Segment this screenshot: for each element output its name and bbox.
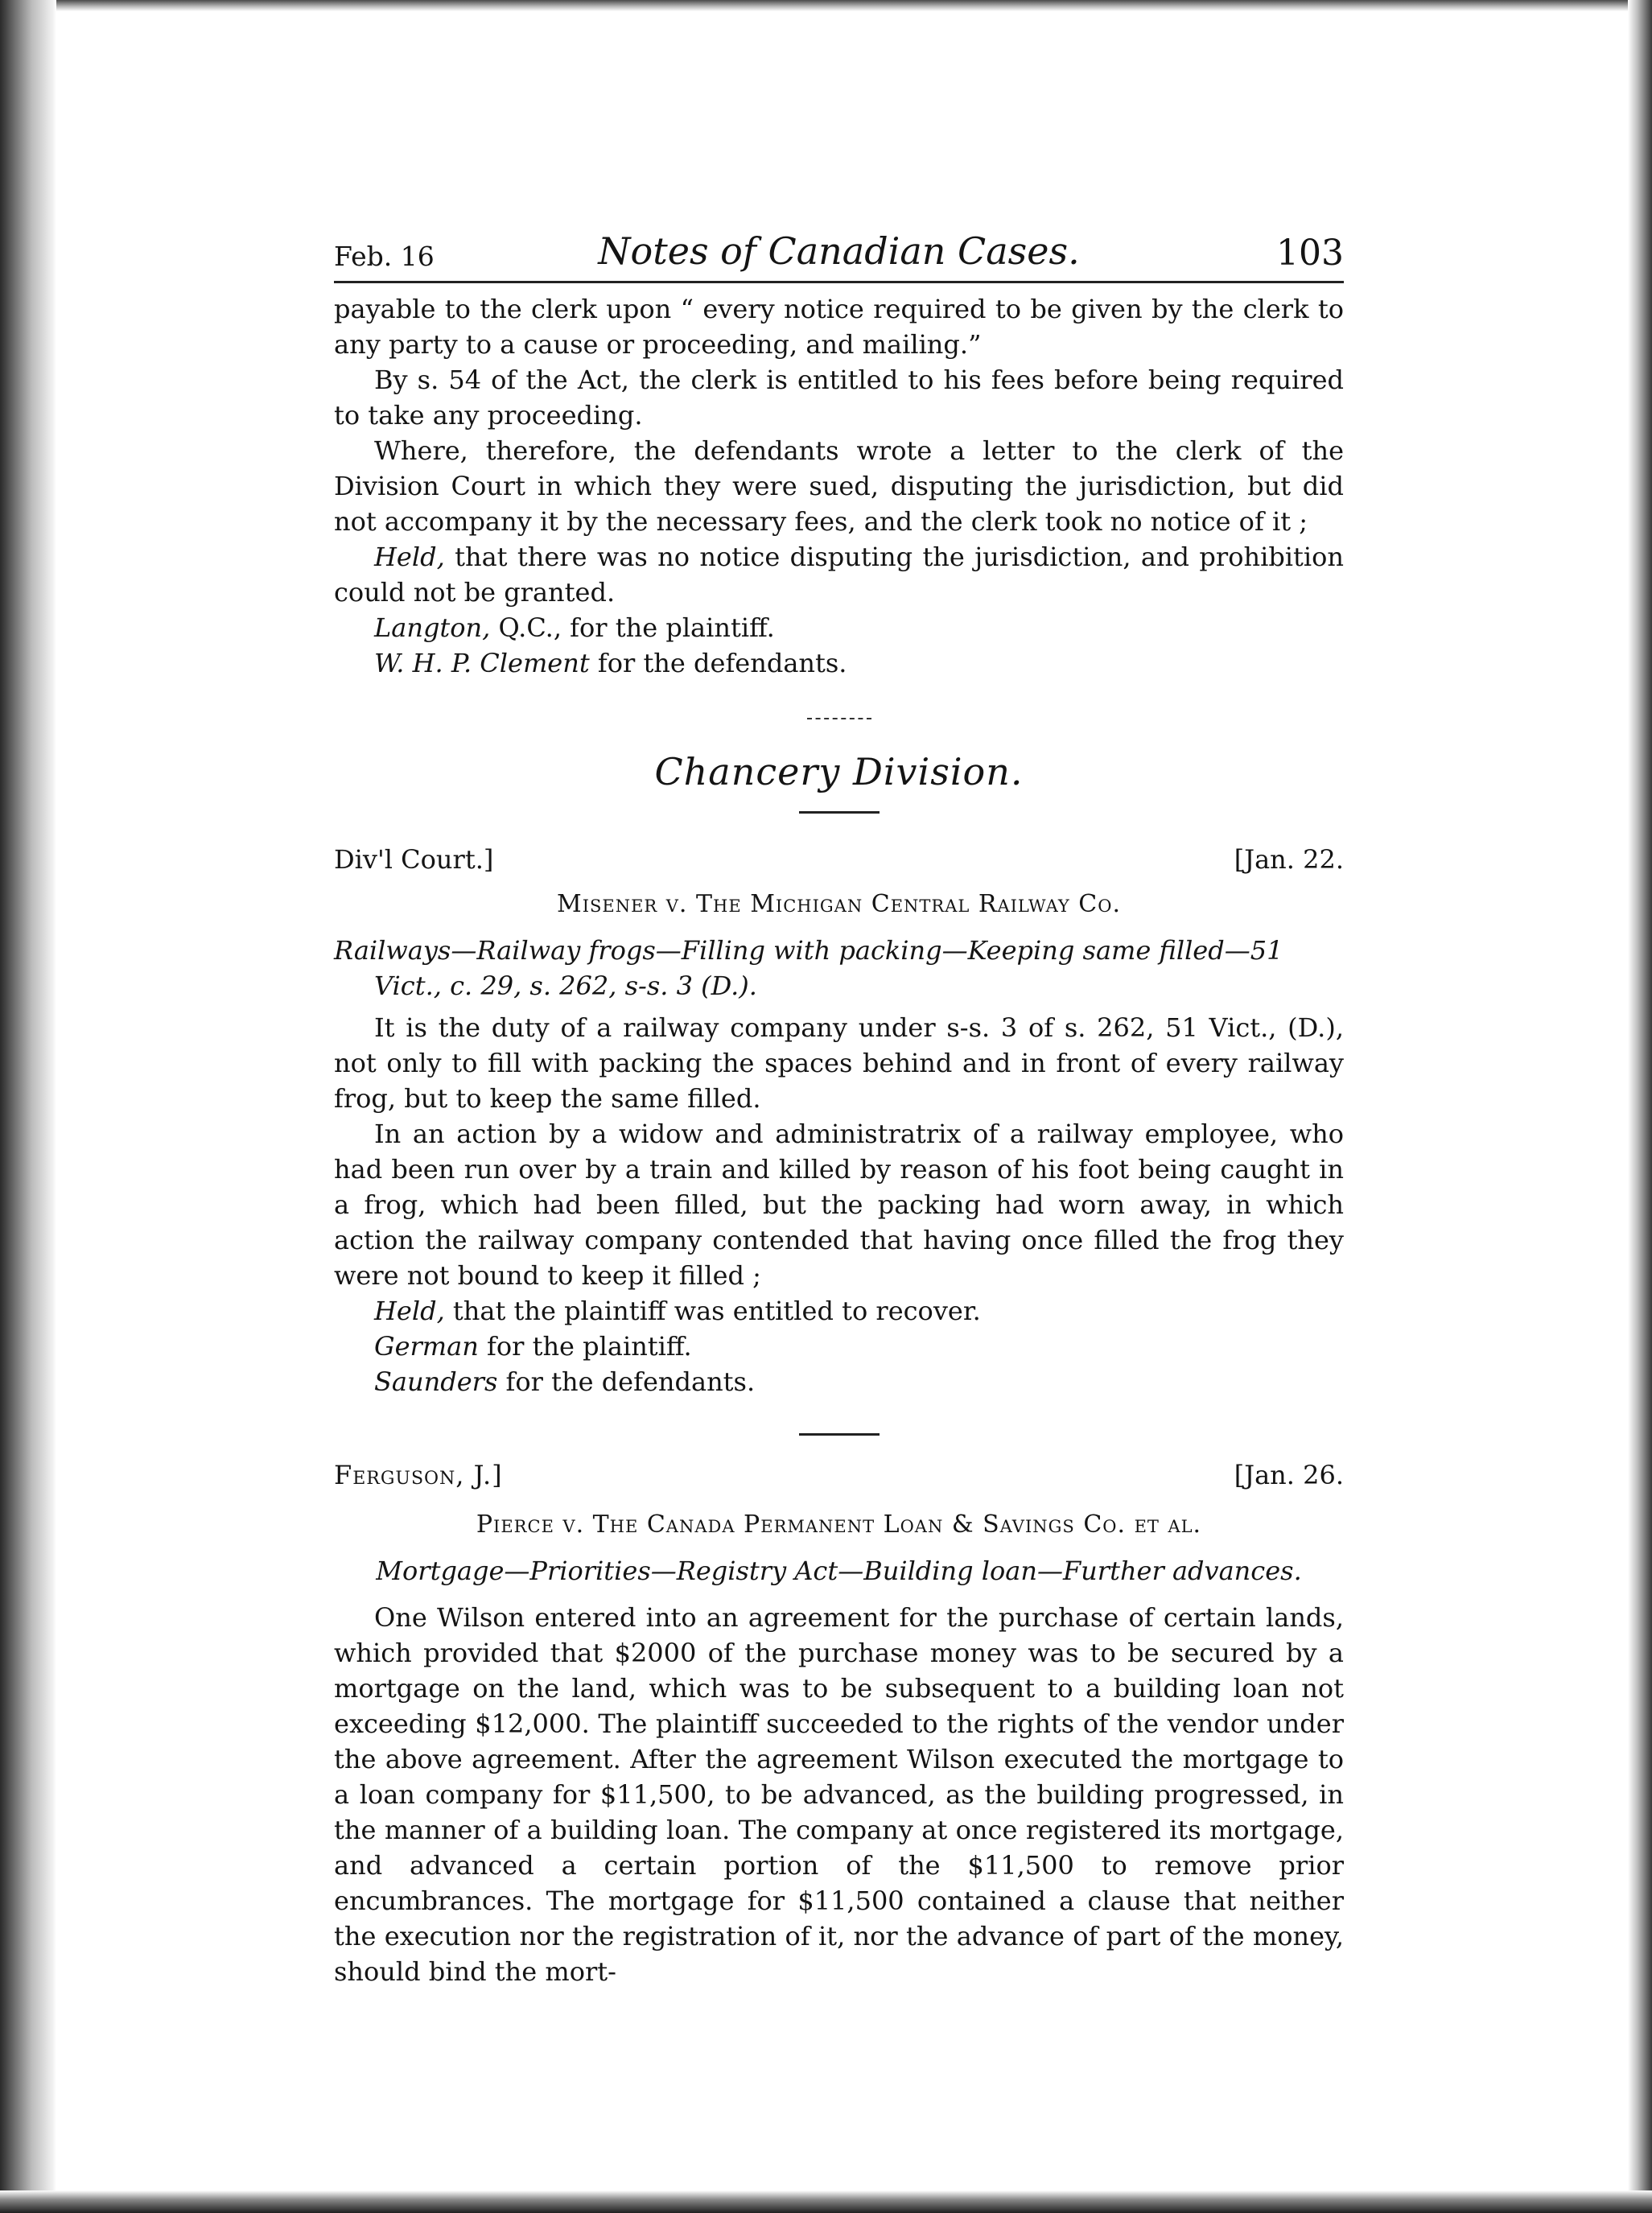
held-text: that there was no notice disputing the jurisdiction, and prohibition could not be granted. <box>334 542 1344 608</box>
prior-case-held <box>334 539 1344 610</box>
held-text: that the plaintiff was entitled to recover. <box>444 1296 981 1326</box>
case-divider <box>799 1433 880 1436</box>
court-line <box>334 1460 1344 1495</box>
case-title: Misener v. The Michigan Central Railway Co. <box>556 890 1121 918</box>
held-label: Held, <box>374 1296 445 1326</box>
section-divider <box>807 718 871 719</box>
running-head-rule <box>334 281 1344 283</box>
case-headnote: Mortgage—Priorities—Registry Act—Building loan—Further advances. <box>376 1556 1302 1586</box>
counsel-text: Q.C., for the plaintiff. <box>490 612 775 643</box>
case-headnote: Railways—Railway frogs—Filling with packing—Keeping same filled—51 Vict., c. 29, s. 262, s-s. 3 (D.). <box>334 935 1283 1001</box>
counsel-name: Langton, <box>374 612 491 643</box>
counsel-plaintiff <box>334 1329 1344 1364</box>
case-title: Pierce v. The Canada Permanent Loan & Savings Co. et al. <box>476 1510 1202 1539</box>
case-pierce <box>334 1460 1344 1989</box>
scan-border-top <box>0 0 1652 11</box>
court-line <box>334 844 1344 880</box>
case-date: [Jan. 22. <box>1234 844 1344 875</box>
case-paragraph: In an action by a widow and administratrix of a railway employee, who had been run over by a train and killed by reason of his foot being caught in a frog, which had been filled, but the packing had worn away, in which action the railway company contended that having once filled the frog they were not bound to keep it filled ; <box>334 1119 1344 1291</box>
running-head <box>334 229 1344 274</box>
case-misener <box>334 844 1344 1399</box>
case-paragraph: One Wilson entered into an agreement for the purchase of certain lands, which provided that $2000 of the purchase money was to be secured by a mortgage on the land, which was to be subsequent to a building loan not exceeding $12,000. The plaintiff succeeded to the rights of the vendor under the above agreement. After the agreement Wilson executed the mortgage to a loan company for $11,500, to be advanced, as the building progressed, in the manner of a building loan. The company at once registered its mortgage, and advanced a certain portion of the $11,500 to remove prior encumbrances. The mortgage for $11,500 contained a clause that neither the execution nor the registration of it, nor the advance of part of the money, should bind the mort- <box>334 1602 1344 1987</box>
page-body <box>334 229 1344 1989</box>
page-number: 103 <box>1276 233 1344 274</box>
counsel-defendant <box>334 1364 1344 1399</box>
running-head-title: Notes of Canadian Cases. <box>598 229 1080 273</box>
held-label: Held, <box>374 542 445 572</box>
court-name: Div'l Court.] <box>334 844 494 875</box>
scan-border-right <box>1628 0 1652 2213</box>
running-head-date: Feb. 16 <box>334 241 435 272</box>
counsel-text: for the defendants. <box>497 1366 756 1397</box>
scan-border-left <box>0 0 56 2213</box>
prior-case-paragraph: Where, therefore, the defendants wrote a letter to the clerk of the Division Court in which they were sued, disputing the jurisdiction, but did not accompany it by the necessary fees, and the clerk took no notice of it ; <box>334 435 1344 537</box>
counsel-name: Saunders <box>374 1366 498 1397</box>
prior-case-paragraph: By s. 54 of the Act, the clerk is entitled to his fees before being required to take any proceeding. <box>334 365 1344 431</box>
court-name: Ferguson, J.] <box>334 1460 503 1490</box>
case-paragraph: It is the duty of a railway company under s-s. 3 of s. 262, 51 Vict., (D.), not only to fill with packing the spaces behind and in front of every railway frog, but to keep the same filled. <box>334 1012 1344 1114</box>
counsel-defendant <box>334 645 1344 681</box>
case-held <box>334 1293 1344 1329</box>
prior-case <box>334 291 1344 681</box>
counsel-name: German <box>374 1331 479 1362</box>
counsel-text: for the plaintiff. <box>478 1331 692 1362</box>
counsel-text: for the defendants. <box>589 648 847 678</box>
case-date: [Jan. 26. <box>1234 1460 1344 1490</box>
counsel-name: W. H. P. Clement <box>374 648 590 678</box>
section-title: Chancery Division. <box>654 750 1024 793</box>
section-title-rule <box>799 811 880 814</box>
scan-border-bottom <box>0 2190 1652 2213</box>
prior-case-paragraph: payable to the clerk upon “ every notice required to be given by the clerk to any party to a cause or proceeding, and mailing.” <box>334 294 1344 360</box>
counsel-plaintiff <box>334 610 1344 645</box>
